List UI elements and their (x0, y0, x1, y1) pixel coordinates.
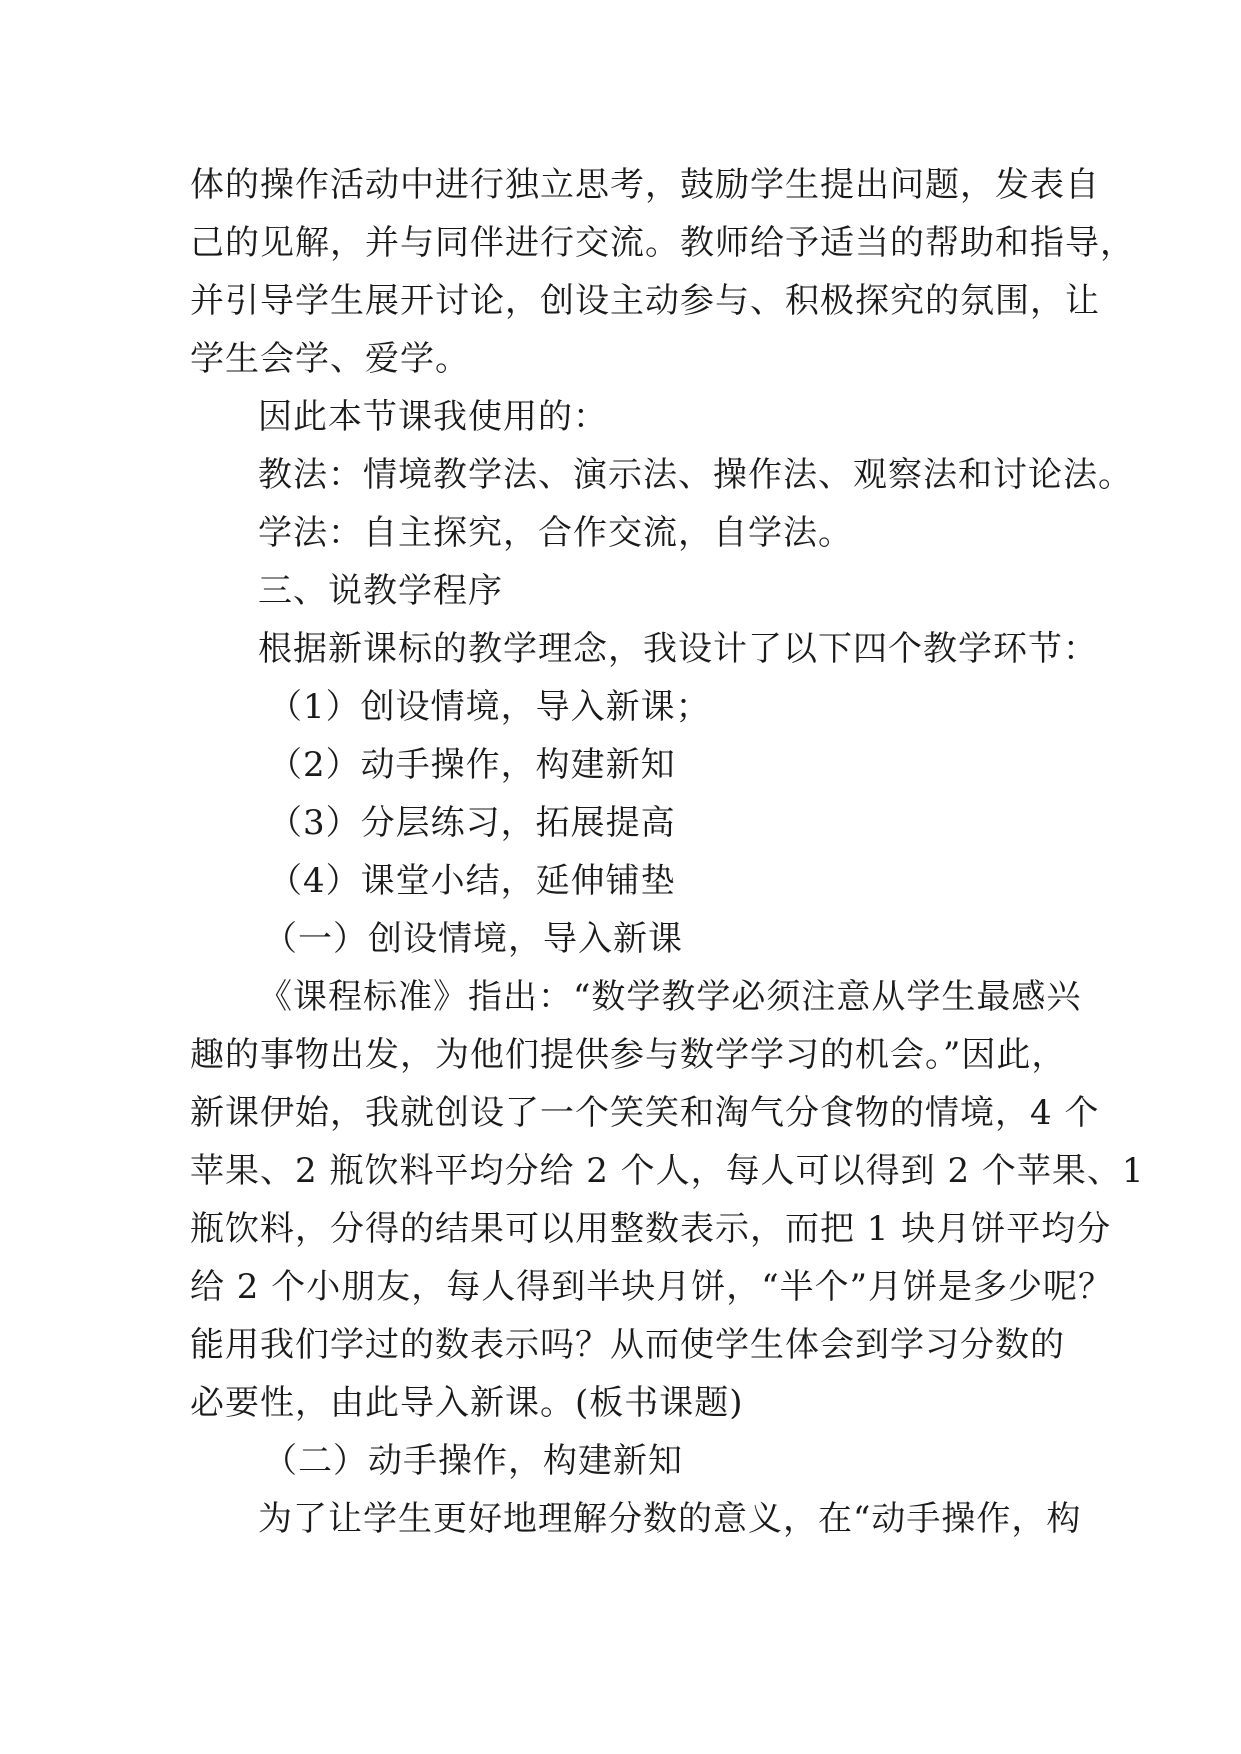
paragraph-line: 能用我们学过的数表示吗？从而使学生体会到学习分数的 (190, 1325, 1065, 1365)
paragraph-line: 根据新课标的教学理念，我设计了以下四个教学环节： (258, 629, 1098, 669)
subsection-heading: （一）创设情境，导入新课 (263, 919, 683, 959)
paragraph-line: 《课程标准》指出：“数学教学必须注意从学生最感兴 (258, 977, 1082, 1017)
paragraph-line: 教法：情境教学法、演示法、操作法、观察法和讨论法。 (258, 455, 1133, 495)
subsection-heading: （二）动手操作，构建新知 (263, 1441, 683, 1481)
paragraph-line: 新课伊始，我就创设了一个笑笑和淘气分食物的情境，4 个 (190, 1093, 1100, 1133)
list-item: （1）创设情境，导入新课； (268, 687, 711, 727)
paragraph-line: 苹果、2 瓶饮料平均分给 2 个人，每人可以得到 2 个苹果、1 (190, 1151, 1145, 1191)
paragraph-line: 体的操作活动中进行独立思考，鼓励学生提出问题，发表自 (190, 165, 1100, 205)
paragraph-line: 因此本节课我使用的： (258, 397, 608, 437)
list-item: （2）动手操作，构建新知 (268, 745, 676, 785)
paragraph-line: 必要性，由此导入新课。(板书课题) (190, 1383, 744, 1423)
paragraph-line: 瓶饮料，分得的结果可以用整数表示，而把 1 块月饼平均分 (190, 1209, 1112, 1249)
paragraph-line: 为了让学生更好地理解分数的意义，在“动手操作，构 (258, 1499, 1082, 1539)
paragraph-line: 并引导学生展开讨论，创设主动参与、积极探究的氛围，让 (190, 281, 1100, 321)
paragraph-line: 趣的事物出发，为他们提供参与数学学习的机会。”因此， (190, 1035, 1067, 1075)
paragraph-line: 给 2 个小朋友，每人得到半块月饼，“半个”月饼是多少呢？ (190, 1267, 1114, 1307)
paragraph-line: 己的见解，并与同伴进行交流。教师给予适当的帮助和指导， (190, 223, 1135, 263)
paragraph-line: 学生会学、爱学。 (190, 339, 470, 379)
paragraph-line: 学法：自主探究，合作交流，自学法。 (258, 513, 853, 553)
section-heading: 三、说教学程序 (258, 571, 503, 611)
list-item: （4）课堂小结，延伸铺垫 (268, 861, 676, 901)
list-item: （3）分层练习，拓展提高 (268, 803, 676, 843)
